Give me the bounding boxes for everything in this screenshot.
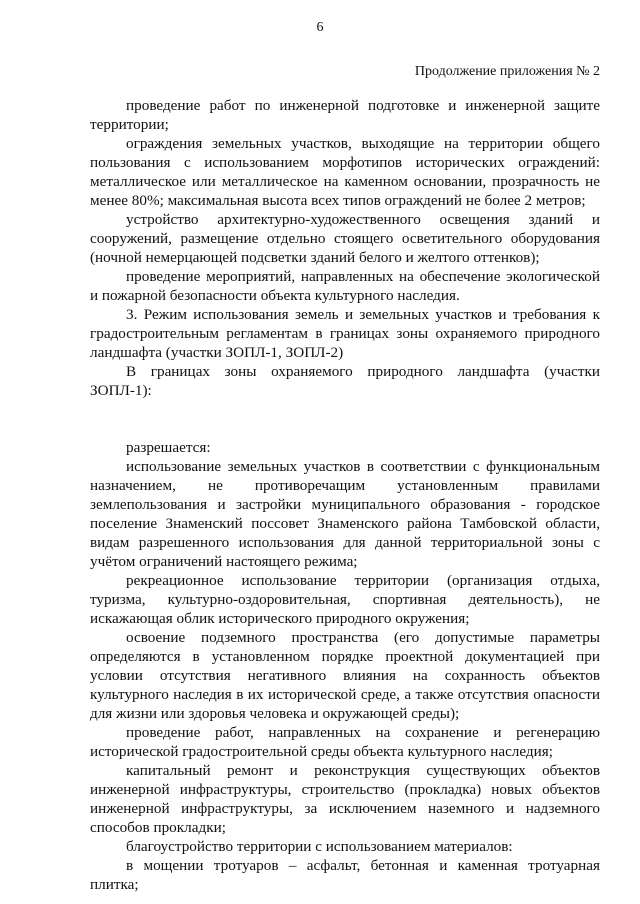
permitted-item-landscaping: благоустройство территории с использованием материалов:	[126, 838, 513, 855]
permitted-item-paving: в мощении тротуаров – асфальт, бетонная и каменная тротуарная плитка;	[90, 857, 600, 893]
paragraph-engineering-protection: проведение работ по инженерной подготовке и инженерной защите территории;	[90, 97, 600, 133]
paragraph-fencing: ограждения земельных участков, выходящие на территории общего пользования с использованием морфотипов исторических ограждений: металлическое или металлическое на каменном основании, прозрачность не менее 80%; максимальная высота всех типов ограждений не более 2 метров;	[90, 135, 600, 209]
permitted-item-regeneration: проведение работ, направленных на сохранение и регенерацию исторической градостроительной среды объекта культурного наследия;	[90, 724, 600, 760]
paragraph-safety-measures: проведение мероприятий, направленных на обеспечение экологической и пожарной безопасности объекта культурного наследия.	[90, 268, 600, 304]
permitted-item-recreation: рекреационное использование территории (организация отдыха, туризма, культурно-оздоровительная, спортивная деятельность), не искажающая облик исторического природного окружения;	[90, 572, 600, 627]
appendix-continuation-note: Продолжение приложения № 2	[414, 64, 600, 79]
page-number: 6	[316, 20, 324, 35]
document-body	[90, 96, 600, 894]
permitted-item-infrastructure: капитальный ремонт и реконструкция существующих объектов инженерной инфраструктуры, строительство (прокладка) новых объектов инженерной инфраструктуры, за исключением наземного и надземного способов прокладки;	[90, 762, 600, 836]
permitted-item-land-use: использование земельных участков в соответствии с функциональным назначением, не противоречащим установленным правилами землепользования и застройки муниципального образования - городское поселение Знаменский поссовет Знаменского района Тамбовской области, видам разрешенного использования для данной территориальной зоны с учётом ограничений настоящего режима;	[90, 458, 600, 570]
section-intro: В границах зоны охраняемого природного ландшафта (участки ЗОПЛ-1):	[90, 363, 600, 399]
paragraph-lighting: устройство архитектурно-художественного освещения зданий и сооружений, размещение отдельно стоящего осветительного оборудования (ночной немерцающей подсветки зданий белого и желтого оттенков);	[90, 211, 600, 266]
permitted-item-underground: освоение подземного пространства (его допустимые параметры определяются в установленном порядке проектной документацией при условии отсутствия негативного влияния на сохранность объектов культурного наследия в их исторической среде, а также отсутствия опасности для жизни или здоровья человека и окружающей среды);	[90, 629, 600, 722]
permitted-lead: разрешается:	[126, 439, 211, 456]
section-heading: 3. Режим использования земель и земельных участков и требования к градостроительным регламентам в границах зоны охраняемого природного ландшафта (участки ЗОПЛ-1, ЗОПЛ-2)	[90, 306, 600, 361]
